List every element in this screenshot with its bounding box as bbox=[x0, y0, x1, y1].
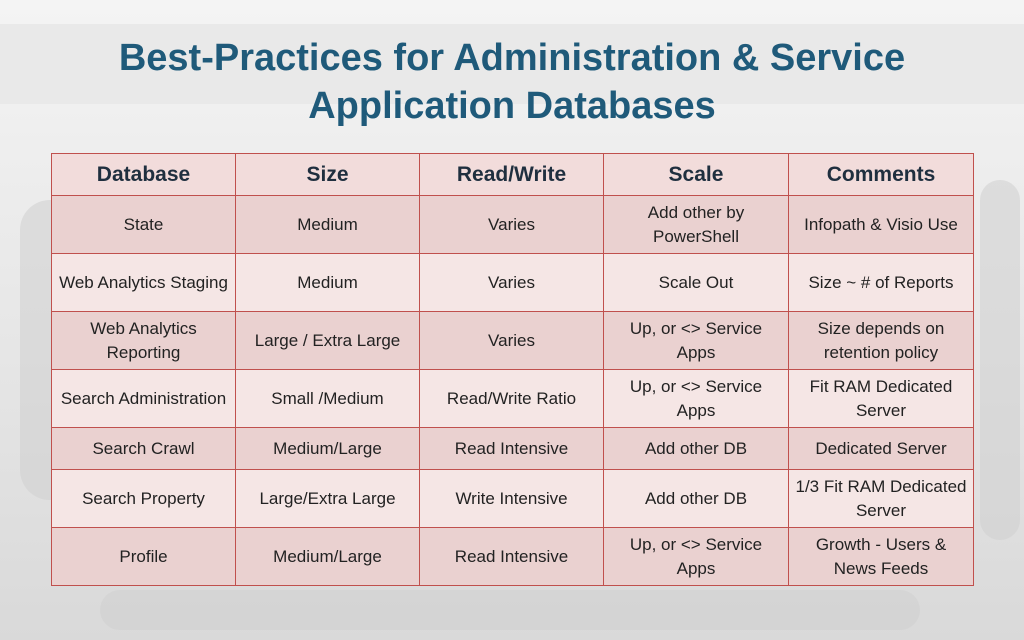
table-cell: Web Analytics Reporting bbox=[52, 312, 236, 370]
slide-title-line-1: Best-Practices for Administration & Service bbox=[118, 37, 906, 79]
table-row bbox=[52, 196, 974, 254]
column-header-scale: Scale bbox=[604, 154, 789, 196]
table-cell: Growth - Users & News Feeds bbox=[789, 528, 974, 586]
table-cell: Fit RAM Dedicated Server bbox=[789, 370, 974, 428]
table-cell: Small /Medium bbox=[236, 370, 420, 428]
table-cell: Add other DB bbox=[604, 470, 789, 528]
column-header-comments: Comments bbox=[789, 154, 974, 196]
table-cell: Dedicated Server bbox=[789, 428, 974, 470]
table-cell: Up, or <> Service Apps bbox=[604, 312, 789, 370]
background-shape bbox=[100, 590, 920, 630]
table-row bbox=[52, 254, 974, 312]
table-header-row bbox=[52, 154, 974, 196]
table-cell: Size ~ # of Reports bbox=[789, 254, 974, 312]
table-cell: Read/Write Ratio bbox=[420, 370, 604, 428]
table-cell: Search Crawl bbox=[52, 428, 236, 470]
table-cell: Scale Out bbox=[604, 254, 789, 312]
table-cell: Write Intensive bbox=[420, 470, 604, 528]
table-cell: Read Intensive bbox=[420, 528, 604, 586]
table-cell: Up, or <> Service Apps bbox=[604, 528, 789, 586]
background-shape bbox=[980, 180, 1020, 540]
table-cell: Profile bbox=[52, 528, 236, 586]
slide-title-line-2: Application Databases bbox=[308, 85, 716, 127]
column-header-read-write: Read/Write bbox=[420, 154, 604, 196]
table-cell: Search Property bbox=[52, 470, 236, 528]
table-row bbox=[52, 370, 974, 428]
slide-title bbox=[40, 34, 984, 130]
table-cell: Add other DB bbox=[604, 428, 789, 470]
table-cell: Medium bbox=[236, 196, 420, 254]
table-cell: Read Intensive bbox=[420, 428, 604, 470]
table-cell: Size depends on retention policy bbox=[789, 312, 974, 370]
table-cell: Large/Extra Large bbox=[236, 470, 420, 528]
column-header-database: Database bbox=[52, 154, 236, 196]
table-row bbox=[52, 312, 974, 370]
database-table bbox=[51, 153, 974, 586]
table-cell: Large / Extra Large bbox=[236, 312, 420, 370]
column-header-size: Size bbox=[236, 154, 420, 196]
table-cell: 1/3 Fit RAM Dedicated Server bbox=[789, 470, 974, 528]
table-cell: Medium/Large bbox=[236, 528, 420, 586]
table-row bbox=[52, 428, 974, 470]
table-row bbox=[52, 528, 974, 586]
table-cell: State bbox=[52, 196, 236, 254]
table-cell: Infopath & Visio Use bbox=[789, 196, 974, 254]
table-cell: Varies bbox=[420, 254, 604, 312]
table-cell: Up, or <> Service Apps bbox=[604, 370, 789, 428]
table-row bbox=[52, 470, 974, 528]
table-cell: Search Administration bbox=[52, 370, 236, 428]
table-cell: Varies bbox=[420, 196, 604, 254]
table-cell: Web Analytics Staging bbox=[52, 254, 236, 312]
table-cell: Medium/Large bbox=[236, 428, 420, 470]
table-cell: Add other by PowerShell bbox=[604, 196, 789, 254]
table-cell: Medium bbox=[236, 254, 420, 312]
table-cell: Varies bbox=[420, 312, 604, 370]
